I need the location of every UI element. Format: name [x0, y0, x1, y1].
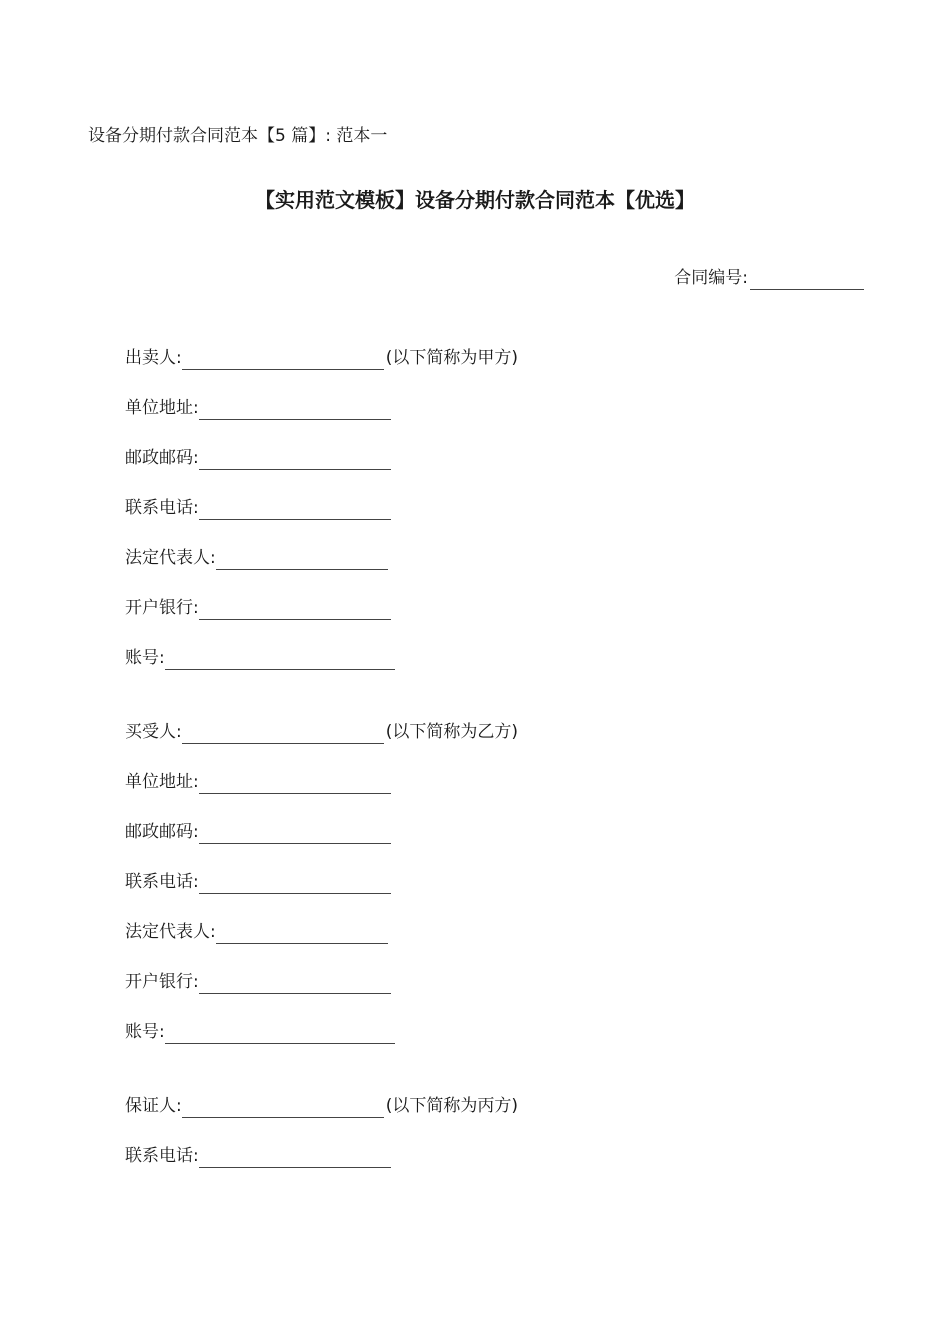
- seller-representative-label: 法定代表人:: [125, 548, 216, 568]
- seller-phone-blank: [199, 501, 391, 520]
- buyer-name-blank: [182, 725, 384, 744]
- seller-account-field: [125, 646, 395, 670]
- seller-name-field: [125, 346, 518, 370]
- guarantor-phone-blank: [199, 1149, 391, 1168]
- seller-postcode-blank: [199, 451, 391, 470]
- seller-account-blank: [165, 651, 395, 670]
- seller-name-note: (以下简称为甲方): [385, 348, 518, 368]
- buyer-address-label: 单位地址:: [125, 772, 199, 792]
- seller-phone-label: 联系电话:: [125, 498, 199, 518]
- guarantor-name-field: [125, 1094, 518, 1118]
- buyer-account-blank: [165, 1025, 395, 1044]
- guarantor-phone-field: [125, 1144, 391, 1168]
- seller-address-blank: [199, 401, 391, 420]
- buyer-phone-blank: [199, 875, 391, 894]
- buyer-bank-field: [125, 970, 391, 994]
- seller-phone-field: [125, 496, 391, 520]
- buyer-representative-field: [125, 920, 388, 944]
- contract-number-blank: [750, 271, 864, 290]
- seller-name-blank: [182, 351, 384, 370]
- buyer-name-field: [125, 720, 518, 744]
- document-title: 【实用范文模板】设备分期付款合同范本【优选】: [255, 188, 695, 212]
- seller-bank-label: 开户银行:: [125, 598, 199, 618]
- seller-postcode-label: 邮政邮码:: [125, 448, 199, 468]
- buyer-representative-blank: [216, 925, 388, 944]
- guarantor-phone-label: 联系电话:: [125, 1146, 199, 1166]
- buyer-phone-field: [125, 870, 391, 894]
- seller-name-label: 出卖人:: [125, 348, 182, 368]
- seller-postcode-field: [125, 446, 391, 470]
- guarantor-name-label: 保证人:: [125, 1096, 182, 1116]
- buyer-bank-label: 开户银行:: [125, 972, 199, 992]
- buyer-address-field: [125, 770, 391, 794]
- buyer-postcode-label: 邮政邮码:: [125, 822, 199, 842]
- contract-number-label: 合同编号:: [674, 268, 748, 288]
- buyer-address-blank: [199, 775, 391, 794]
- guarantor-name-blank: [182, 1099, 384, 1118]
- buyer-representative-label: 法定代表人:: [125, 922, 216, 942]
- buyer-phone-label: 联系电话:: [125, 872, 199, 892]
- buyer-name-label: 买受人:: [125, 722, 182, 742]
- seller-address-field: [125, 396, 391, 420]
- buyer-account-field: [125, 1020, 395, 1044]
- seller-representative-field: [125, 546, 388, 570]
- seller-representative-blank: [216, 551, 388, 570]
- buyer-bank-blank: [199, 975, 391, 994]
- buyer-name-note: (以下简称为乙方): [385, 722, 518, 742]
- guarantor-name-note: (以下简称为丙方): [385, 1096, 518, 1116]
- buyer-account-label: 账号:: [125, 1022, 165, 1042]
- seller-address-label: 单位地址:: [125, 398, 199, 418]
- buyer-postcode-field: [125, 820, 391, 844]
- seller-bank-field: [125, 596, 391, 620]
- seller-bank-blank: [199, 601, 391, 620]
- section-header: 设备分期付款合同范本【5 篇】: 范本一: [88, 126, 388, 146]
- buyer-postcode-blank: [199, 825, 391, 844]
- contract-number-field: [674, 266, 864, 290]
- seller-account-label: 账号:: [125, 648, 165, 668]
